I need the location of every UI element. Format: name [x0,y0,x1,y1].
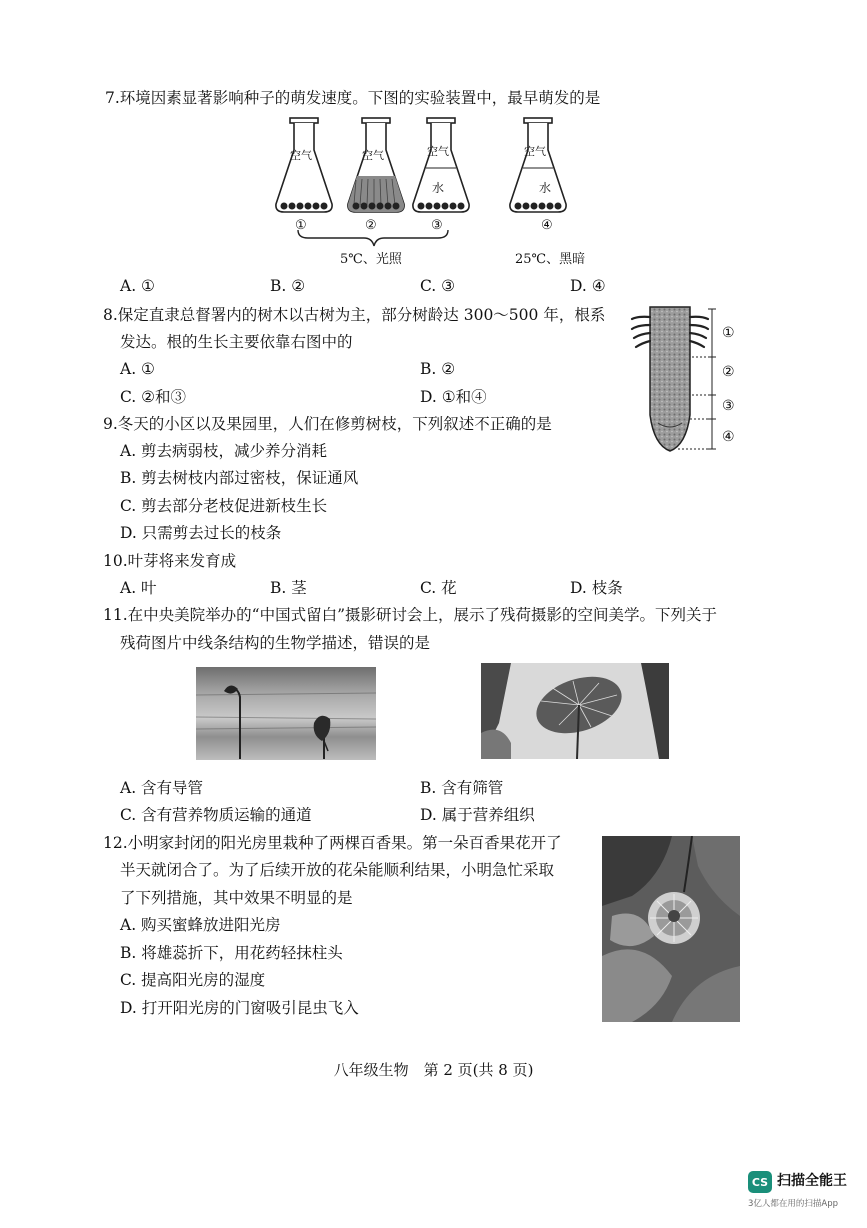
q12-option-c: C. 提高阳光房的湿度 [120,971,266,989]
q8-option-b: B. ② [420,360,456,378]
q9-option-b: B. 剪去树枝内部过密枝，保证通风 [120,469,359,487]
q11-option-d: D. 属于营养组织 [420,806,535,824]
q8-option-d: D. ①和④ [420,388,487,406]
flask-2-air-label: 空气 [362,149,384,162]
q10-option-b: B. 茎 [270,579,307,597]
root-label-1: ① [722,325,735,341]
root-label-4: ④ [722,429,735,445]
page-footer: 八年级生物 第 2 页(共 8 页) [333,1061,534,1079]
q11-stem-line1: 11.在中央美院举办的“中国式留白”摄影研讨会上，展示了残荷摄影的空间美学。下列关于 [103,606,718,624]
condition-right: 25℃、黑暗 [515,252,586,267]
q11-option-c: C. 含有营养物质运输的通道 [120,806,312,824]
flask-4 [510,118,566,212]
q9-option-c: C. 剪去部分老枝促进新枝生长 [120,497,328,515]
passionflower-photo [602,836,740,1022]
q8-stem-line2: 发达。根的生长主要依靠右图中的 [120,333,353,351]
flask-1-number: ① [295,218,307,233]
q7-option-d: D. ④ [570,277,606,295]
q12-stem-line3: 了下列措施，其中效果不明显的是 [120,889,353,907]
q7-stem: 7.环境因素显著影响种子的萌发速度。下图的实验装置中，最早萌发的是 [105,89,601,107]
root-label-2: ② [722,364,735,380]
q11-stem-line2: 残荷图片中线条结构的生物学描述，错误的是 [120,634,431,652]
q10-option-c: C. 花 [420,579,457,597]
q12-option-a: A. 购买蜜蜂放进阳光房 [120,916,281,934]
q10-stem: 10.叶芽将来发育成 [103,552,237,570]
root-label-3: ③ [722,398,735,414]
q11-option-b: B. 含有筛管 [420,779,504,797]
watermark-subtitle: 3亿人都在用的扫描App [748,1199,839,1209]
flask-3-water-label: 水 [432,181,445,195]
q12-option-d: D. 打开阳光房的门窗吸引昆虫飞入 [120,999,359,1017]
q11-option-a: A. 含有导管 [120,779,204,797]
flask-3-air-label: 空气 [427,145,449,158]
q8-stem-line1: 8.保定直隶总督署内的树木以古树为主，部分树龄达 300～500 年，根系 [103,306,606,324]
q9-option-a: A. 剪去病弱枝，减少养分消耗 [120,442,328,460]
flask-4-number: ④ [541,218,553,233]
flask-3-number: ③ [431,218,443,233]
q8-option-c: C. ②和③ [120,388,187,406]
q12-stem-line2: 半天就闭合了。为了后续开放的花朵能顺利结果，小明急忙采取 [120,861,555,879]
q8-option-a: A. ① [120,360,155,378]
q10-option-a: A. 叶 [120,579,157,597]
q12-option-b: B. 将雄蕊折下，用花药轻抹柱头 [120,944,343,962]
q9-stem: 9.冬天的小区以及果园里，人们在修剪树枝，下列叙述不正确的是 [103,415,552,433]
flask-4-water-label: 水 [539,181,552,195]
q12-stem-line1: 12.小明家封闭的阳光房里栽种了两棵百香果。第一朵百香果花开了 [103,834,562,852]
lotus-photo-left [196,667,376,760]
q7-flask-diagram [268,112,628,272]
flask-2-number: ② [365,218,377,233]
camscanner-logo-icon: CS [748,1171,772,1193]
q10-option-d: D. 枝条 [570,579,623,597]
q9-option-d: D. 只需剪去过长的枝条 [120,524,282,542]
flask-4-air-label: 空气 [524,145,546,158]
q7-option-a: A. ① [120,277,155,295]
q7-option-c: C. ③ [420,277,456,295]
condition-left: 5℃、光照 [340,252,402,267]
watermark-title: 扫描全能王 [777,1173,847,1189]
lotus-photo-right [481,663,669,759]
flask-1-air-label: 空气 [290,149,312,162]
q7-option-b: B. ② [270,277,306,295]
